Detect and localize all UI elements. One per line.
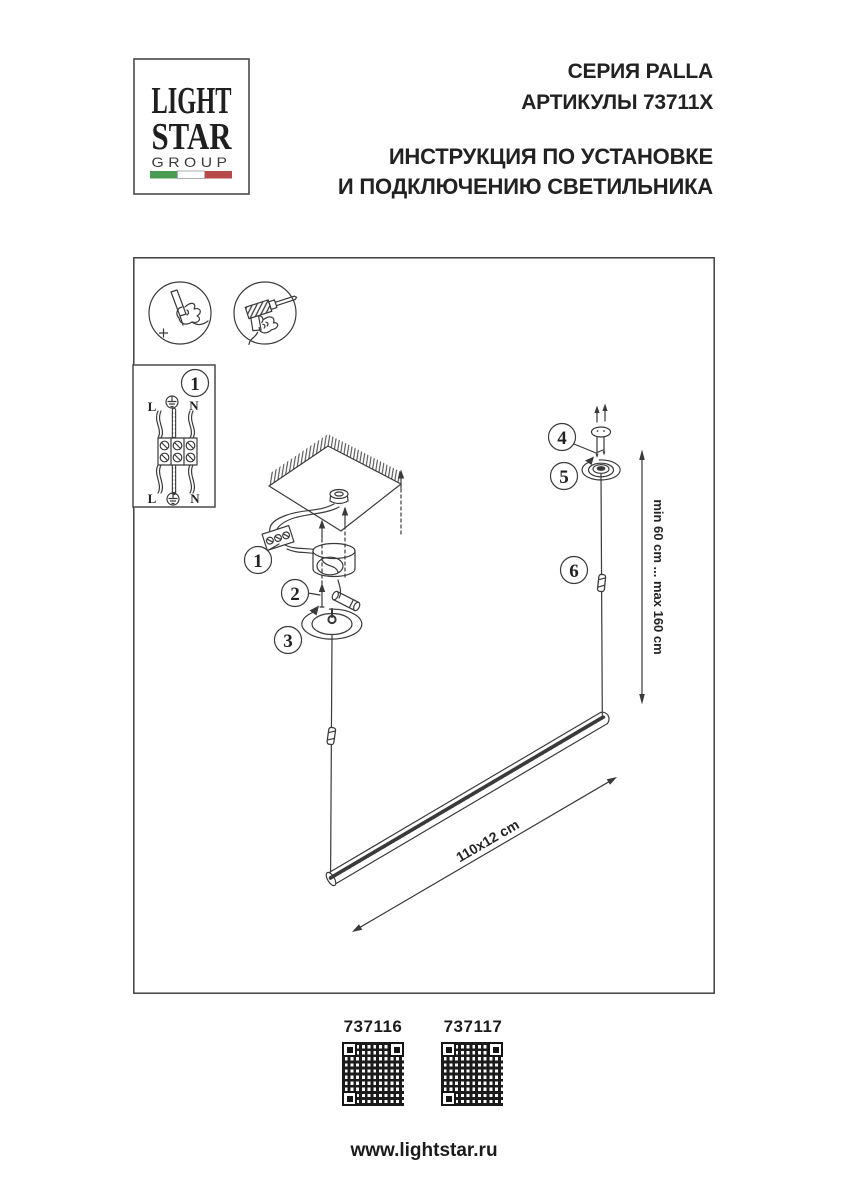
terminal-block xyxy=(158,438,197,465)
qr-code-737117 xyxy=(441,1042,503,1106)
svg-text:5: 5 xyxy=(559,467,569,488)
qr-finder-icon xyxy=(441,1042,456,1057)
installation-diagram xyxy=(133,257,715,994)
qr-label-737117: 737117 xyxy=(443,1017,503,1036)
step-5-badge xyxy=(551,463,578,490)
italy-flag xyxy=(150,171,232,179)
qr-finder-icon xyxy=(389,1042,404,1057)
svg-text:2: 2 xyxy=(290,584,300,605)
wiring-diagram xyxy=(133,365,215,507)
qr-code-737116 xyxy=(342,1042,404,1106)
flag-red-stripe xyxy=(205,171,232,179)
step-6-badge xyxy=(561,557,588,584)
cable-adjuster-left xyxy=(327,727,336,745)
lightstar-logo xyxy=(133,58,250,195)
qr-label-737116: 737116 xyxy=(343,1017,403,1036)
cable-adjuster-right xyxy=(597,574,606,592)
svg-text:1: 1 xyxy=(253,551,263,572)
series-title: СЕРИЯ PALLA xyxy=(567,60,713,83)
wire-label-n-top: N xyxy=(189,398,199,413)
step-3-badge xyxy=(275,627,302,654)
wire-label-n-bottom: N xyxy=(190,491,200,506)
earth-symbol-top xyxy=(166,396,178,408)
fixture-size-label: 110x12 cm xyxy=(453,816,522,866)
qr-finder-icon xyxy=(342,1042,357,1057)
qr-finder-icon xyxy=(488,1042,503,1057)
wire-label-l-bottom: L xyxy=(147,491,157,506)
articles-title: АРТИКУЛЫ 73711X xyxy=(521,91,713,114)
wire-label-l-top: L xyxy=(147,399,157,414)
logo-word-group: GROUP xyxy=(151,154,232,170)
logo-word-star: STAR xyxy=(151,116,232,158)
svg-text:3: 3 xyxy=(283,631,293,652)
flag-white-stripe xyxy=(177,171,204,179)
flag-green-stripe xyxy=(150,171,177,179)
diagram-border xyxy=(134,258,714,993)
svg-text:4: 4 xyxy=(557,428,567,449)
qr-finder-icon xyxy=(441,1091,456,1106)
drop-height-label: min 60 cm ... max 160 cm xyxy=(651,499,666,655)
website-url: www.lightstar.ru xyxy=(350,1140,498,1161)
svg-text:1: 1 xyxy=(190,374,200,395)
svg-text:6: 6 xyxy=(569,561,579,582)
instruction-title-line1: ИНСТРУКЦИЯ ПО УСТАНОВКЕ xyxy=(388,144,713,169)
qr-finder-icon xyxy=(342,1091,357,1106)
instruction-title-line2: И ПОДКЛЮЧЕНИЮ СВЕТИЛЬНИКА xyxy=(337,174,713,199)
logo-word-light: LIGHT xyxy=(151,80,232,122)
header-titles xyxy=(338,56,713,202)
